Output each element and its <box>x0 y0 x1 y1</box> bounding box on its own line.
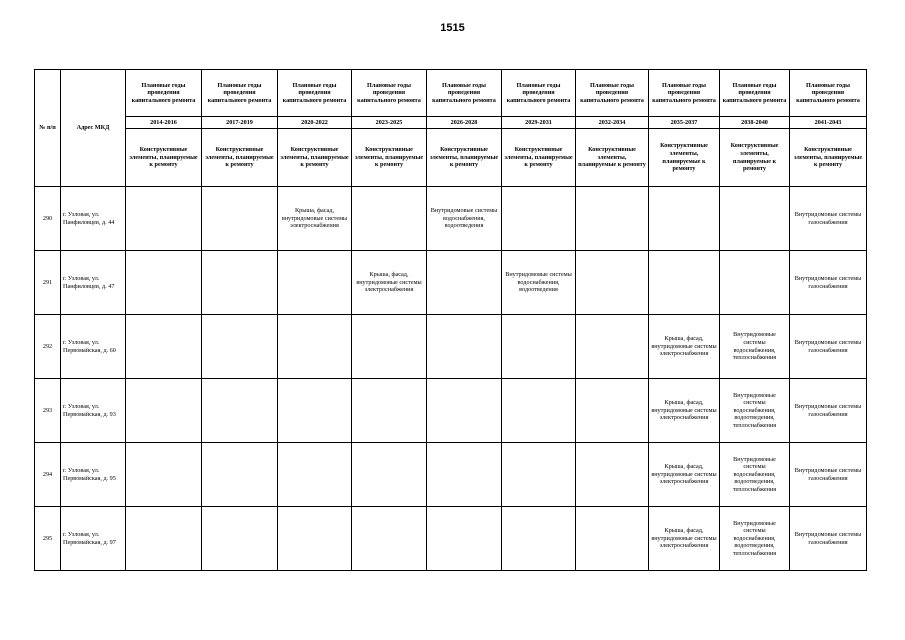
repair-elements-cell <box>202 187 278 251</box>
period-header: 2032-2034 <box>576 117 649 129</box>
table-row <box>35 379 867 443</box>
table-row <box>35 443 867 507</box>
repair-elements-cell <box>427 379 502 443</box>
planned-years-label: Плановые годы проведения капитального ремонта <box>720 70 790 117</box>
row-number: 293 <box>35 379 61 443</box>
repair-elements-cell: Внутридомовые системы водоснабжения, теплоснабжения <box>720 315 790 379</box>
elements-label: Конструктивные элементы, планируемые к ремонту <box>126 129 202 187</box>
table-row <box>35 507 867 571</box>
repair-elements-cell <box>576 187 649 251</box>
repair-elements-cell <box>576 251 649 315</box>
repair-elements-cell <box>126 443 202 507</box>
elements-label: Конструктивные элементы, планируемые к ремонту <box>502 129 576 187</box>
repair-elements-cell <box>202 315 278 379</box>
table-row <box>35 251 867 315</box>
repair-elements-cell: Внутридомовые системы водоснабжения, водоотведения, теплоснабжения <box>720 379 790 443</box>
repair-elements-cell <box>720 251 790 315</box>
repair-elements-cell <box>502 443 576 507</box>
repair-elements-cell: Внутридомовые системы газоснабжения <box>790 251 867 315</box>
repair-elements-cell <box>352 507 427 571</box>
repair-elements-cell <box>126 315 202 379</box>
repair-elements-cell <box>278 443 352 507</box>
repair-elements-cell <box>278 507 352 571</box>
elements-label: Конструктивные элементы, планируемые к ремонту <box>649 129 720 187</box>
elements-label: Конструктивные элементы, планируемые к ремонту <box>576 129 649 187</box>
repair-elements-cell <box>502 379 576 443</box>
repair-elements-cell <box>352 315 427 379</box>
period-header: 2023-2025 <box>352 117 427 129</box>
repair-elements-cell <box>576 507 649 571</box>
repair-elements-cell <box>576 315 649 379</box>
period-header: 2038-2040 <box>720 117 790 129</box>
period-header: 2041-2043 <box>790 117 867 129</box>
period-header: 2020-2022 <box>278 117 352 129</box>
repair-elements-cell <box>576 379 649 443</box>
repair-elements-cell: Крыша, фасад, внутридомовые системы электроснабжения <box>278 187 352 251</box>
repair-elements-cell: Внутридомовые системы водоснабжения, водоотведения, теплоснабжения <box>720 443 790 507</box>
elements-label: Конструктивные элементы, планируемые к ремонту <box>790 129 867 187</box>
num-header: № п/п <box>35 70 61 187</box>
repair-elements-cell <box>126 507 202 571</box>
planned-years-label: Плановые годы проведения капитального ремонта <box>126 70 202 117</box>
repair-elements-cell <box>126 251 202 315</box>
planned-years-label: Плановые годы проведения капитального ремонта <box>576 70 649 117</box>
repair-elements-cell: Крыша, фасад, внутридомовые системы электроснабжения <box>649 507 720 571</box>
repair-elements-cell: Внутридомовые системы газоснабжения <box>790 187 867 251</box>
planned-years-label: Плановые годы проведения капитального ремонта <box>278 70 352 117</box>
repair-elements-cell <box>649 187 720 251</box>
page-number: 1515 <box>440 22 465 34</box>
repair-elements-cell: Крыша, фасад, внутридомовые системы электроснабжения <box>649 315 720 379</box>
repair-elements-cell <box>352 187 427 251</box>
repair-elements-cell: Внутридомовые системы газоснабжения <box>790 379 867 443</box>
row-address: г. Узловая, ул. Первомайская, д. 60 <box>61 315 126 379</box>
repair-elements-cell: Крыша, фасад, внутридомовые системы электроснабжения <box>649 443 720 507</box>
row-address: г. Узловая, ул. Панфиловцев, д. 44 <box>61 187 126 251</box>
repair-elements-cell <box>427 315 502 379</box>
repair-elements-cell <box>202 251 278 315</box>
repair-elements-cell <box>278 251 352 315</box>
repair-elements-cell: Внутридомовые системы газоснабжения <box>790 315 867 379</box>
period-header: 2014-2016 <box>126 117 202 129</box>
repair-elements-cell <box>427 443 502 507</box>
elements-label: Конструктивные элементы, планируемые к ремонту <box>278 129 352 187</box>
address-header: Адрес МКД <box>61 70 126 187</box>
row-number: 294 <box>35 443 61 507</box>
period-header: 2029-2031 <box>502 117 576 129</box>
repair-elements-cell <box>720 187 790 251</box>
repair-elements-cell <box>202 443 278 507</box>
repair-elements-cell <box>202 507 278 571</box>
repair-elements-cell: Внутридомовые системы водоснабжения, водоотведения <box>427 187 502 251</box>
row-address: г. Узловая, ул. Первомайская, д. 95 <box>61 443 126 507</box>
row-number: 295 <box>35 507 61 571</box>
repair-elements-cell <box>502 507 576 571</box>
planned-years-label: Плановые годы проведения капитального ремонта <box>790 70 867 117</box>
repair-elements-cell: Внутридомовые системы газоснабжения <box>790 443 867 507</box>
row-address: г. Узловая, ул. Первомайская, д. 97 <box>61 507 126 571</box>
repair-elements-cell: Крыша, фасад, внутридомовые системы электроснабжения <box>352 251 427 315</box>
row-number: 290 <box>35 187 61 251</box>
planned-years-label: Плановые годы проведения капитального ремонта <box>202 70 278 117</box>
repair-elements-cell <box>278 379 352 443</box>
elements-label: Конструктивные элементы, планируемые к ремонту <box>427 129 502 187</box>
row-number: 292 <box>35 315 61 379</box>
repair-elements-cell <box>649 251 720 315</box>
elements-label: Конструктивные элементы, планируемые к ремонту <box>352 129 427 187</box>
capital-repair-table <box>34 69 867 571</box>
repair-elements-cell <box>352 443 427 507</box>
repair-elements-cell: Внутридомовые системы водоснабжения, водоотведения <box>502 251 576 315</box>
repair-elements-cell <box>502 187 576 251</box>
repair-elements-cell <box>576 443 649 507</box>
repair-elements-cell <box>427 251 502 315</box>
table-row <box>35 187 867 251</box>
repair-elements-cell <box>278 315 352 379</box>
repair-elements-cell <box>202 379 278 443</box>
period-header: 2026-2028 <box>427 117 502 129</box>
planned-years-label: Плановые годы проведения капитального ремонта <box>427 70 502 117</box>
repair-elements-cell <box>502 315 576 379</box>
period-header: 2035-2037 <box>649 117 720 129</box>
period-header: 2017-2019 <box>202 117 278 129</box>
elements-label: Конструктивные элементы, планируемые к ремонту <box>720 129 790 187</box>
repair-elements-cell <box>352 379 427 443</box>
repair-elements-cell: Внутридомовые системы газоснабжения <box>790 507 867 571</box>
planned-years-label: Плановые годы проведения капитального ремонта <box>352 70 427 117</box>
repair-elements-cell: Внутридомовые системы водоснабжения, водоотведения, теплоснабжения <box>720 507 790 571</box>
repair-elements-cell <box>126 187 202 251</box>
table-row <box>35 315 867 379</box>
row-address: г. Узловая, ул. Панфиловцев, д. 47 <box>61 251 126 315</box>
elements-label: Конструктивные элементы, планируемые к ремонту <box>202 129 278 187</box>
row-address: г. Узловая, ул. Первомайская, д. 93 <box>61 379 126 443</box>
row-number: 291 <box>35 251 61 315</box>
repair-elements-cell <box>427 507 502 571</box>
planned-years-label: Плановые годы проведения капитального ремонта <box>649 70 720 117</box>
repair-elements-cell <box>126 379 202 443</box>
repair-elements-cell: Крыша, фасад, внутридомовые системы электроснабжения <box>649 379 720 443</box>
planned-years-label: Плановые годы проведения капитального ремонта <box>502 70 576 117</box>
